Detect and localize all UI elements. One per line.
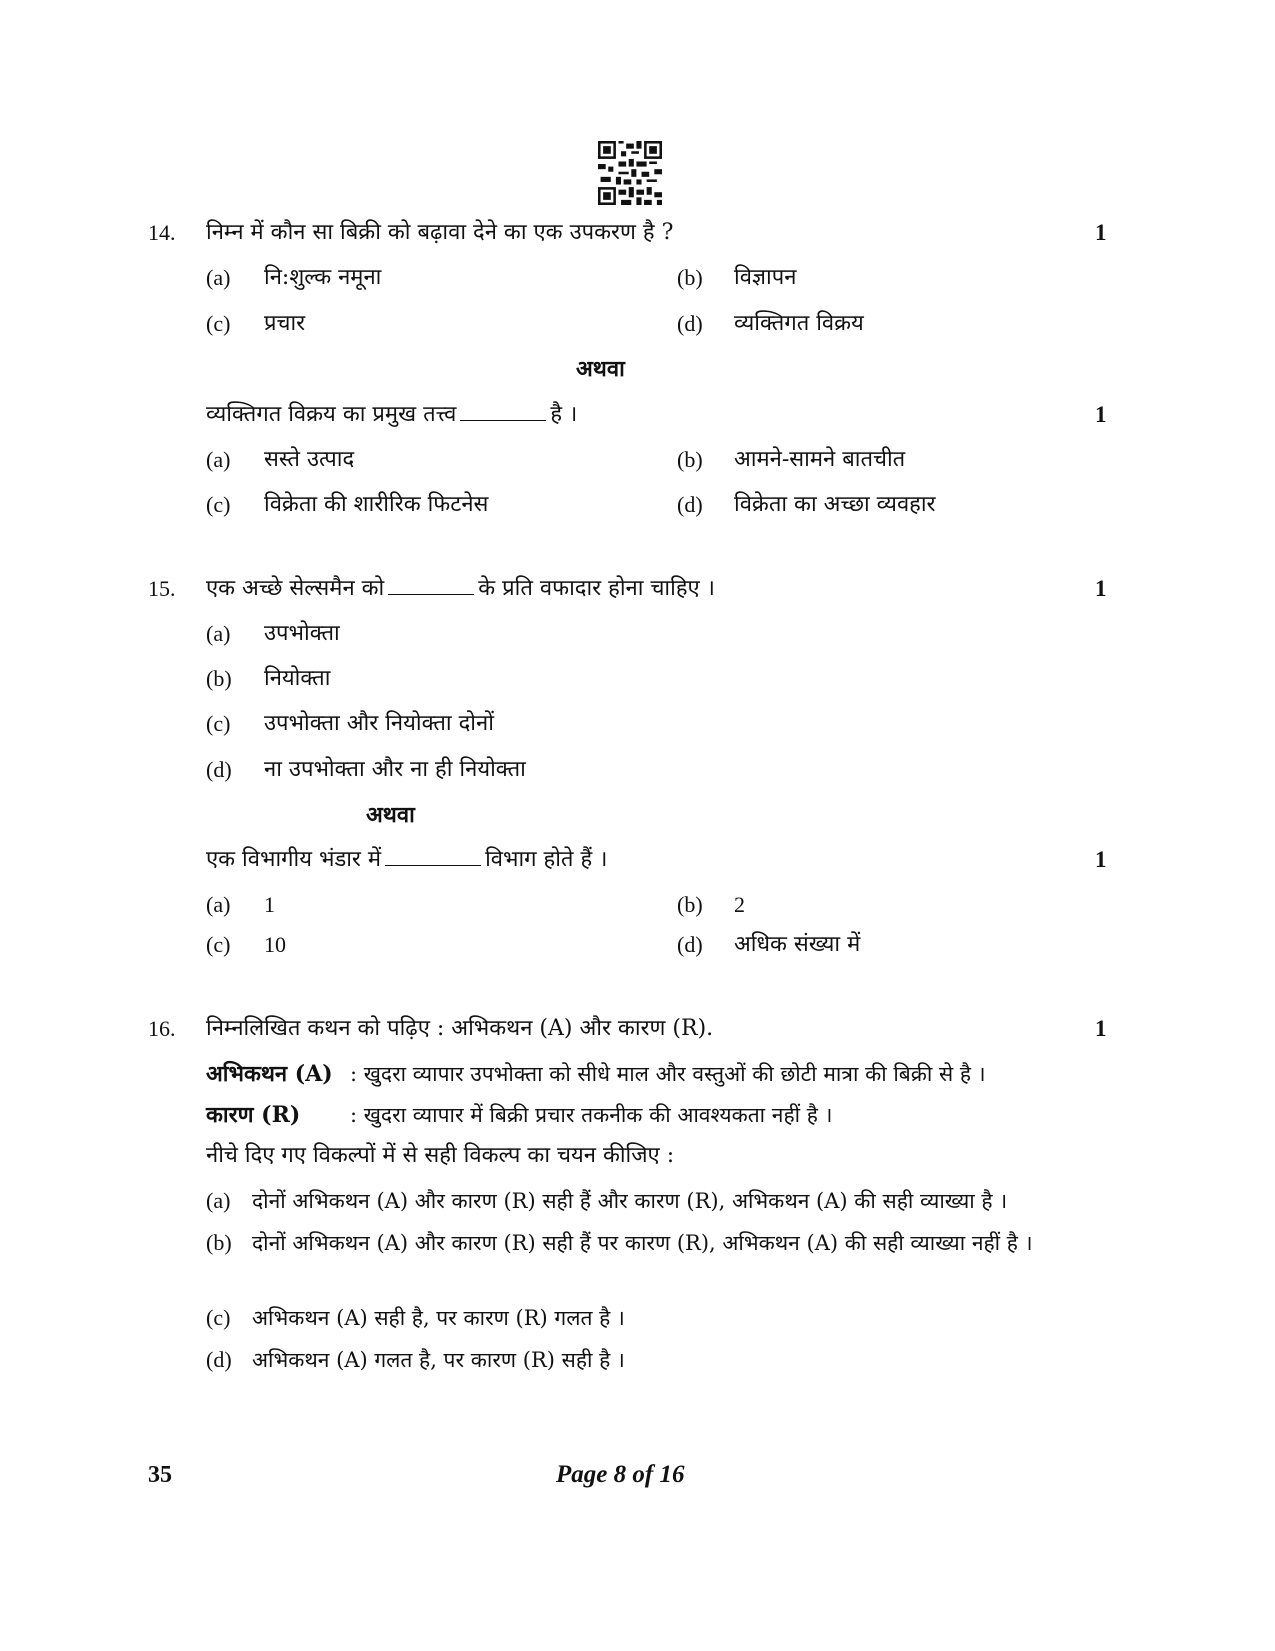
option-label: (b) bbox=[206, 1230, 232, 1255]
qr-code bbox=[598, 141, 662, 205]
option-text: 2 bbox=[734, 892, 745, 917]
question-text: निम्न में कौन सा बिक्री को बढ़ावा देने का एक उपकरण है ? bbox=[206, 220, 674, 245]
assertion-label: अभिकथन (A) bbox=[206, 1061, 333, 1087]
option-text: विक्रेता की शारीरिक फिटनेस bbox=[264, 492, 489, 517]
option-label: (d) bbox=[206, 1347, 232, 1372]
or-separator: अथवा bbox=[576, 356, 625, 382]
option-label: (d) bbox=[677, 932, 703, 957]
question-text: निम्नलिखित कथन को पढ़िए : अभिकथन (A) और कारण (R). bbox=[206, 1016, 714, 1041]
option-text: उपभोक्ता और नियोक्ता दोनों bbox=[264, 711, 494, 736]
option-text: ना उपभोक्ता और ना ही नियोक्ता bbox=[264, 757, 526, 782]
question-marks: 1 bbox=[1095, 1016, 1107, 1041]
option-label: (b) bbox=[677, 447, 703, 472]
instruction-text: नीचे दिए गए विकल्पों में से सही विकल्प का चयन कीजिए : bbox=[206, 1143, 675, 1168]
option-text: प्रचार bbox=[264, 311, 306, 336]
alt-question-text bbox=[206, 400, 577, 430]
option-text: सस्ते उत्पाद bbox=[264, 447, 355, 472]
option-label: (c) bbox=[206, 492, 231, 517]
question-marks: 1 bbox=[1095, 220, 1107, 245]
question-marks: 1 bbox=[1095, 576, 1107, 601]
option-label: (a) bbox=[206, 892, 231, 917]
assertion-text: : खुदरा व्यापार उपभोक्ता को सीधे माल और वस्तुओं की छोटी मात्रा की बिक्री से है । bbox=[350, 1062, 986, 1086]
alt-question-text-before: व्यक्तिगत विक्रय का प्रमुख तत्त्व bbox=[206, 402, 457, 427]
option-text: विज्ञापन bbox=[734, 265, 797, 290]
question-text bbox=[206, 574, 715, 604]
option-label: (a) bbox=[206, 621, 231, 646]
reason-label: कारण (R) bbox=[206, 1102, 301, 1128]
option-text: अभिकथन (A) सही है, पर कारण (R) गलत है । bbox=[252, 1306, 625, 1330]
alt-question-text bbox=[206, 845, 607, 875]
question-number: 14. bbox=[148, 220, 176, 245]
option-text: 1 bbox=[264, 892, 275, 917]
option-text: अधिक संख्या में bbox=[734, 932, 861, 957]
option-label: (d) bbox=[206, 757, 232, 782]
option-label: (b) bbox=[206, 666, 232, 691]
option-text: नियोक्ता bbox=[264, 666, 331, 691]
fill-blank bbox=[460, 402, 546, 421]
option-label: (c) bbox=[206, 311, 231, 336]
option-text: उपभोक्ता bbox=[264, 621, 340, 646]
question-marks: 1 bbox=[1095, 402, 1107, 427]
option-text: व्यक्तिगत विक्रय bbox=[734, 311, 864, 336]
alt-question-text-before: एक विभागीय भंडार में bbox=[206, 847, 382, 872]
alt-question-text-after: विभाग होते हैं । bbox=[485, 847, 608, 872]
option-label: (c) bbox=[206, 711, 231, 736]
option-label: (b) bbox=[677, 892, 703, 917]
question-marks: 1 bbox=[1095, 847, 1107, 872]
reason-text: : खुदरा व्यापार में बिक्री प्रचार तकनीक की आवश्यकता नहीं है । bbox=[350, 1103, 833, 1127]
paper-code: 35 bbox=[148, 1462, 172, 1488]
option-text: नि:शुल्क नमूना bbox=[264, 265, 382, 290]
question-text-after: के प्रति वफादार होना चाहिए । bbox=[478, 576, 715, 601]
option-text: दोनों अभिकथन (A) और कारण (R) सही हैं पर कारण (R), अभिकथन (A) की सही व्याख्या नहीं है । bbox=[252, 1231, 1033, 1255]
option-text: दोनों अभिकथन (A) और कारण (R) सही हैं और कारण (R), अभिकथन (A) की सही व्याख्या है । bbox=[252, 1189, 1008, 1213]
question-text-before: एक अच्छे सेल्समैन को bbox=[206, 576, 385, 601]
question-number: 15. bbox=[148, 576, 176, 601]
option-text: 10 bbox=[264, 932, 286, 957]
fill-blank bbox=[385, 847, 481, 866]
option-label: (d) bbox=[677, 492, 703, 517]
page-number: Page 8 of 16 bbox=[556, 1461, 685, 1488]
or-separator: अथवा bbox=[366, 802, 415, 828]
option-label: (a) bbox=[206, 447, 231, 472]
option-label: (c) bbox=[206, 1305, 231, 1330]
option-label: (c) bbox=[206, 932, 231, 957]
option-text: अभिकथन (A) गलत है, पर कारण (R) सही है । bbox=[252, 1348, 625, 1372]
option-label: (a) bbox=[206, 1188, 231, 1213]
option-label: (d) bbox=[677, 311, 703, 336]
option-text: विक्रेता का अच्छा व्यवहार bbox=[734, 492, 936, 517]
fill-blank bbox=[388, 576, 474, 595]
option-label: (a) bbox=[206, 265, 231, 290]
alt-question-text-after: है । bbox=[550, 402, 578, 427]
option-text: आमने-सामने बातचीत bbox=[734, 447, 906, 472]
question-number: 16. bbox=[148, 1016, 176, 1041]
option-label: (b) bbox=[677, 265, 703, 290]
